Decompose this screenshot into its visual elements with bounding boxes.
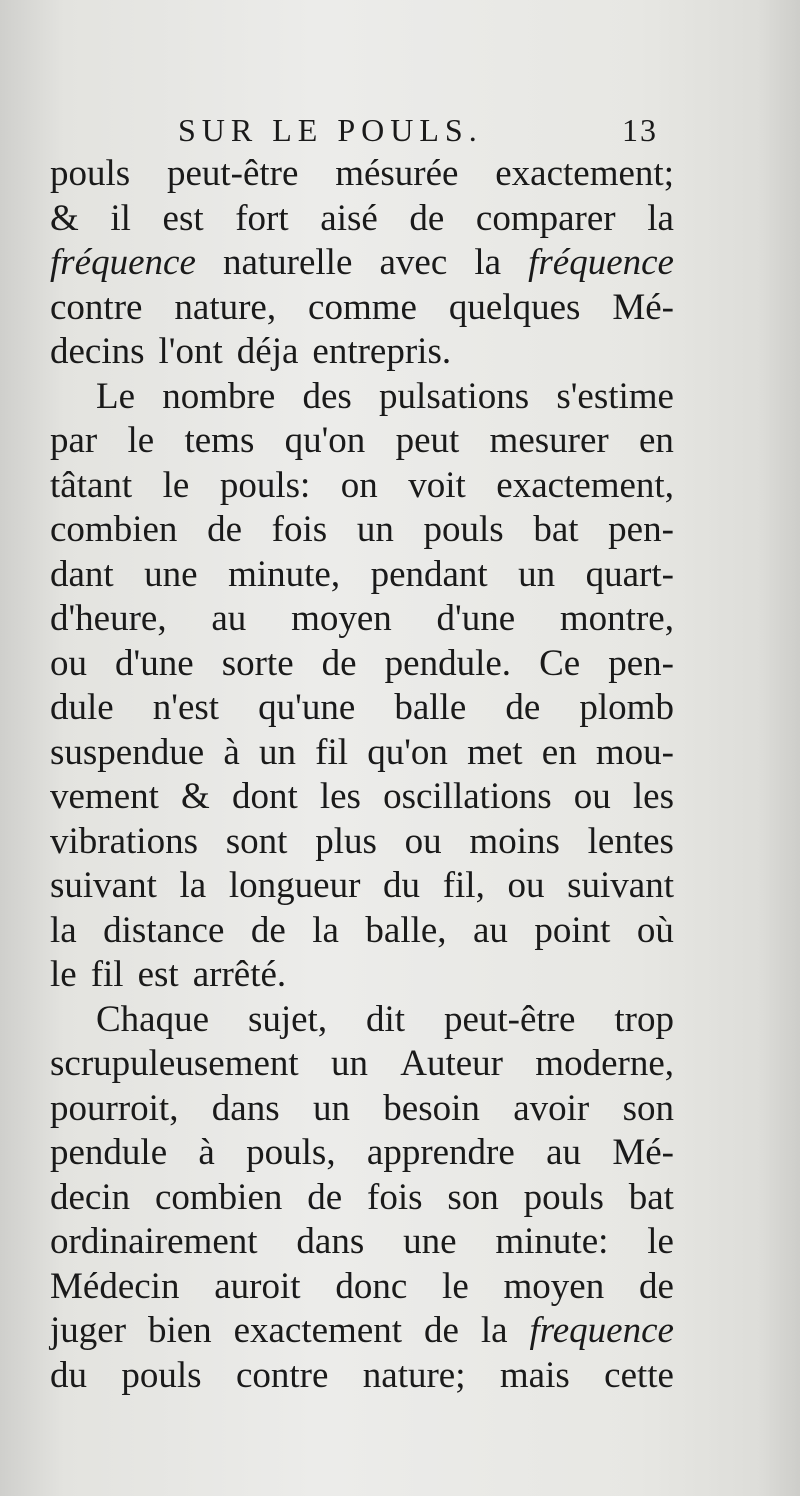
word: lentes	[587, 820, 674, 862]
word: fil,	[442, 865, 485, 906]
text-line-17	[50, 864, 674, 909]
word: vement	[50, 776, 159, 817]
word: de	[250, 909, 286, 951]
word: exactement,	[496, 464, 674, 506]
word: un	[518, 553, 556, 595]
page-number: 13	[622, 112, 658, 148]
word: ou	[50, 642, 87, 684]
text-line-9	[50, 508, 674, 553]
word: naturelle	[222, 242, 353, 283]
word: fil	[315, 731, 349, 773]
word: pourroit,	[50, 1087, 179, 1129]
word: exactement;	[495, 153, 674, 194]
word: moyen	[291, 598, 392, 639]
word: aisé	[320, 197, 378, 239]
text-line-4	[50, 286, 674, 331]
word: distance	[103, 909, 225, 951]
word: peut	[395, 420, 460, 461]
word: de	[321, 642, 357, 684]
word: besoin	[383, 1087, 480, 1129]
word: fois	[271, 509, 328, 550]
word: combien	[154, 1176, 283, 1218]
word: à	[198, 1132, 215, 1173]
word: vibrations	[50, 820, 198, 862]
word: les	[632, 776, 674, 817]
word: point	[534, 909, 611, 951]
text-line-10	[50, 553, 674, 598]
word: une	[144, 553, 198, 595]
word: plomb	[579, 687, 674, 728]
word: au	[473, 909, 508, 951]
text-line-12	[50, 642, 674, 687]
text-line-24	[50, 1176, 674, 1221]
text-line-23	[50, 1131, 674, 1176]
word: mésurée	[335, 153, 459, 194]
word: pendule.	[384, 642, 512, 684]
word: Le	[96, 375, 136, 417]
word: déja	[236, 331, 299, 372]
text-line-3	[50, 241, 674, 286]
word: contre	[50, 286, 143, 328]
word: cette	[604, 1354, 674, 1396]
word: Mé-	[612, 286, 674, 328]
text-line-25	[50, 1220, 674, 1265]
word: le	[442, 1265, 469, 1307]
word: bat	[628, 1176, 674, 1218]
word: un	[330, 1043, 368, 1084]
word: suspendue	[50, 731, 205, 773]
word: &	[50, 197, 79, 239]
word: on	[340, 464, 378, 506]
word: mou-	[595, 731, 674, 773]
word: combien	[50, 509, 178, 550]
word: dans	[211, 1087, 280, 1129]
word: donc	[335, 1265, 408, 1307]
word: Ce	[539, 642, 581, 684]
word: en	[638, 420, 674, 461]
text-line-5	[50, 330, 674, 375]
word: de	[409, 197, 445, 239]
word: suivant	[567, 865, 674, 906]
word: mais	[499, 1354, 570, 1396]
word: pouls:	[219, 464, 311, 506]
word: pouls	[121, 1354, 202, 1396]
word: les	[319, 776, 361, 817]
word: &	[181, 776, 210, 817]
word: decins	[50, 331, 145, 372]
word: la	[480, 1310, 508, 1351]
text-line-26	[50, 1265, 674, 1310]
word: arrêté.	[192, 954, 287, 995]
text-line-18	[50, 909, 674, 954]
italic-word: fréquence	[528, 242, 674, 283]
word: par	[50, 420, 98, 461]
word: peut-être	[443, 998, 576, 1040]
running-head-title: SUR LE POULS.	[178, 112, 483, 148]
word: est	[137, 954, 179, 995]
word: d'une	[436, 598, 516, 639]
word: sont	[225, 820, 288, 862]
word: le	[162, 464, 190, 506]
word: quelques	[448, 286, 581, 328]
word: pulsations	[379, 375, 530, 417]
word: apprendre	[366, 1132, 515, 1173]
text-line-22	[50, 1087, 674, 1132]
word: le	[127, 420, 155, 461]
word: balle,	[365, 909, 447, 951]
word: au	[546, 1132, 582, 1173]
word: d'heure,	[50, 598, 167, 639]
word: avoir	[513, 1087, 590, 1129]
text-line-2	[50, 197, 674, 242]
word: exactement	[233, 1310, 403, 1351]
word: longueur	[228, 865, 361, 906]
text-line-8	[50, 464, 674, 509]
text-line-7	[50, 419, 674, 464]
word: la	[474, 242, 502, 283]
word: met	[467, 731, 523, 773]
word: comme	[308, 286, 417, 328]
body-text	[50, 152, 674, 1398]
text-line-15	[50, 775, 674, 820]
word: qu'on	[284, 420, 366, 461]
italic-word: frequence	[529, 1310, 674, 1351]
word: voit	[408, 464, 466, 506]
word: la	[312, 909, 339, 951]
word: moins	[469, 820, 560, 862]
word: le	[50, 954, 77, 995]
word: pendant	[370, 553, 488, 595]
word: nature;	[362, 1354, 466, 1396]
word: trop	[614, 998, 674, 1040]
word: fort	[235, 197, 289, 239]
word: auroit	[214, 1265, 301, 1307]
word: balle	[394, 687, 467, 728]
word: de	[423, 1310, 459, 1351]
word: entrepris.	[312, 331, 452, 372]
text-line-20	[50, 998, 674, 1043]
word: fil	[90, 954, 124, 995]
word: un	[258, 731, 296, 773]
word: s'estime	[556, 375, 674, 417]
text-line-6	[50, 375, 674, 420]
word: suivant	[50, 865, 157, 906]
word: la	[179, 865, 207, 906]
word: pen-	[608, 642, 674, 684]
word: ou	[404, 820, 442, 862]
word: Chaque	[96, 998, 210, 1040]
word: le	[647, 1221, 674, 1262]
word: n'est	[152, 687, 220, 728]
word: tâtant	[50, 464, 133, 506]
word: pouls	[523, 1176, 604, 1218]
word: une	[403, 1221, 457, 1262]
word: bien	[147, 1310, 212, 1351]
word: Auteur	[400, 1043, 503, 1084]
word: à	[223, 731, 240, 773]
word: fois	[367, 1176, 423, 1218]
word: minute:	[495, 1221, 609, 1262]
text-line-16	[50, 820, 674, 865]
word: oscillations	[383, 776, 552, 817]
text-line-28	[50, 1354, 674, 1399]
word: il	[110, 197, 131, 239]
word: quart-	[585, 553, 674, 595]
word: Mé-	[612, 1132, 674, 1173]
word: son	[447, 1176, 499, 1218]
word: dant	[50, 553, 114, 595]
word: de	[639, 1265, 674, 1307]
word: montre,	[559, 598, 674, 639]
text-line-13	[50, 686, 674, 731]
word: nature,	[174, 286, 277, 328]
word: qu'une	[258, 687, 356, 728]
word: pouls,	[246, 1132, 336, 1173]
text-line-11	[50, 597, 674, 642]
word: un	[356, 509, 394, 550]
word: l'ont	[158, 331, 223, 372]
word: Médecin	[50, 1265, 180, 1307]
word: ordinairement	[50, 1221, 258, 1262]
word: de	[207, 509, 242, 550]
text-line-21	[50, 1042, 674, 1087]
word: avec	[379, 242, 448, 283]
word: dans	[296, 1221, 365, 1262]
word: ou	[573, 776, 611, 817]
word: moderne,	[535, 1043, 674, 1084]
word: moyen	[503, 1265, 605, 1307]
page-edge-shadow	[758, 0, 800, 1496]
word: sorte	[221, 642, 294, 684]
word: dule	[50, 687, 114, 728]
word: minute,	[228, 553, 341, 595]
italic-word: fréquence	[50, 242, 196, 283]
word: decin	[50, 1176, 131, 1218]
word: plus	[315, 820, 377, 862]
word: la	[647, 197, 674, 239]
text-line-27	[50, 1309, 674, 1354]
word: tems	[184, 420, 255, 461]
word: au	[211, 598, 247, 639]
word: son	[622, 1087, 674, 1129]
word: sujet,	[247, 998, 328, 1040]
word: peut-être	[166, 153, 299, 194]
word: de	[307, 1176, 343, 1218]
word: mesurer	[489, 420, 609, 461]
word: où	[636, 909, 674, 951]
word: contre	[235, 1354, 329, 1396]
word: bat	[533, 509, 579, 550]
word: pendule	[50, 1132, 168, 1173]
word: est	[162, 197, 204, 239]
word: nombre	[162, 375, 276, 417]
word: scrupuleusement	[50, 1043, 299, 1084]
word: la	[50, 909, 77, 951]
word: du	[383, 865, 421, 906]
running-head	[178, 112, 658, 156]
text-line-19	[50, 953, 674, 998]
text-line-14	[50, 731, 674, 776]
word: dont	[231, 776, 298, 817]
word: du	[50, 1354, 87, 1396]
word: comparer	[475, 197, 616, 239]
word: pen-	[608, 509, 674, 550]
word: des	[302, 375, 352, 417]
word: pouls	[423, 509, 504, 550]
text-line-1	[50, 152, 674, 197]
word: d'une	[115, 642, 194, 684]
word: juger	[50, 1310, 127, 1351]
word: ou	[507, 865, 545, 906]
word: pouls	[50, 153, 131, 194]
word: dit	[365, 998, 406, 1040]
word: un	[312, 1087, 350, 1129]
word: qu'on	[367, 731, 448, 773]
word: en	[541, 731, 577, 773]
word: de	[505, 687, 541, 728]
